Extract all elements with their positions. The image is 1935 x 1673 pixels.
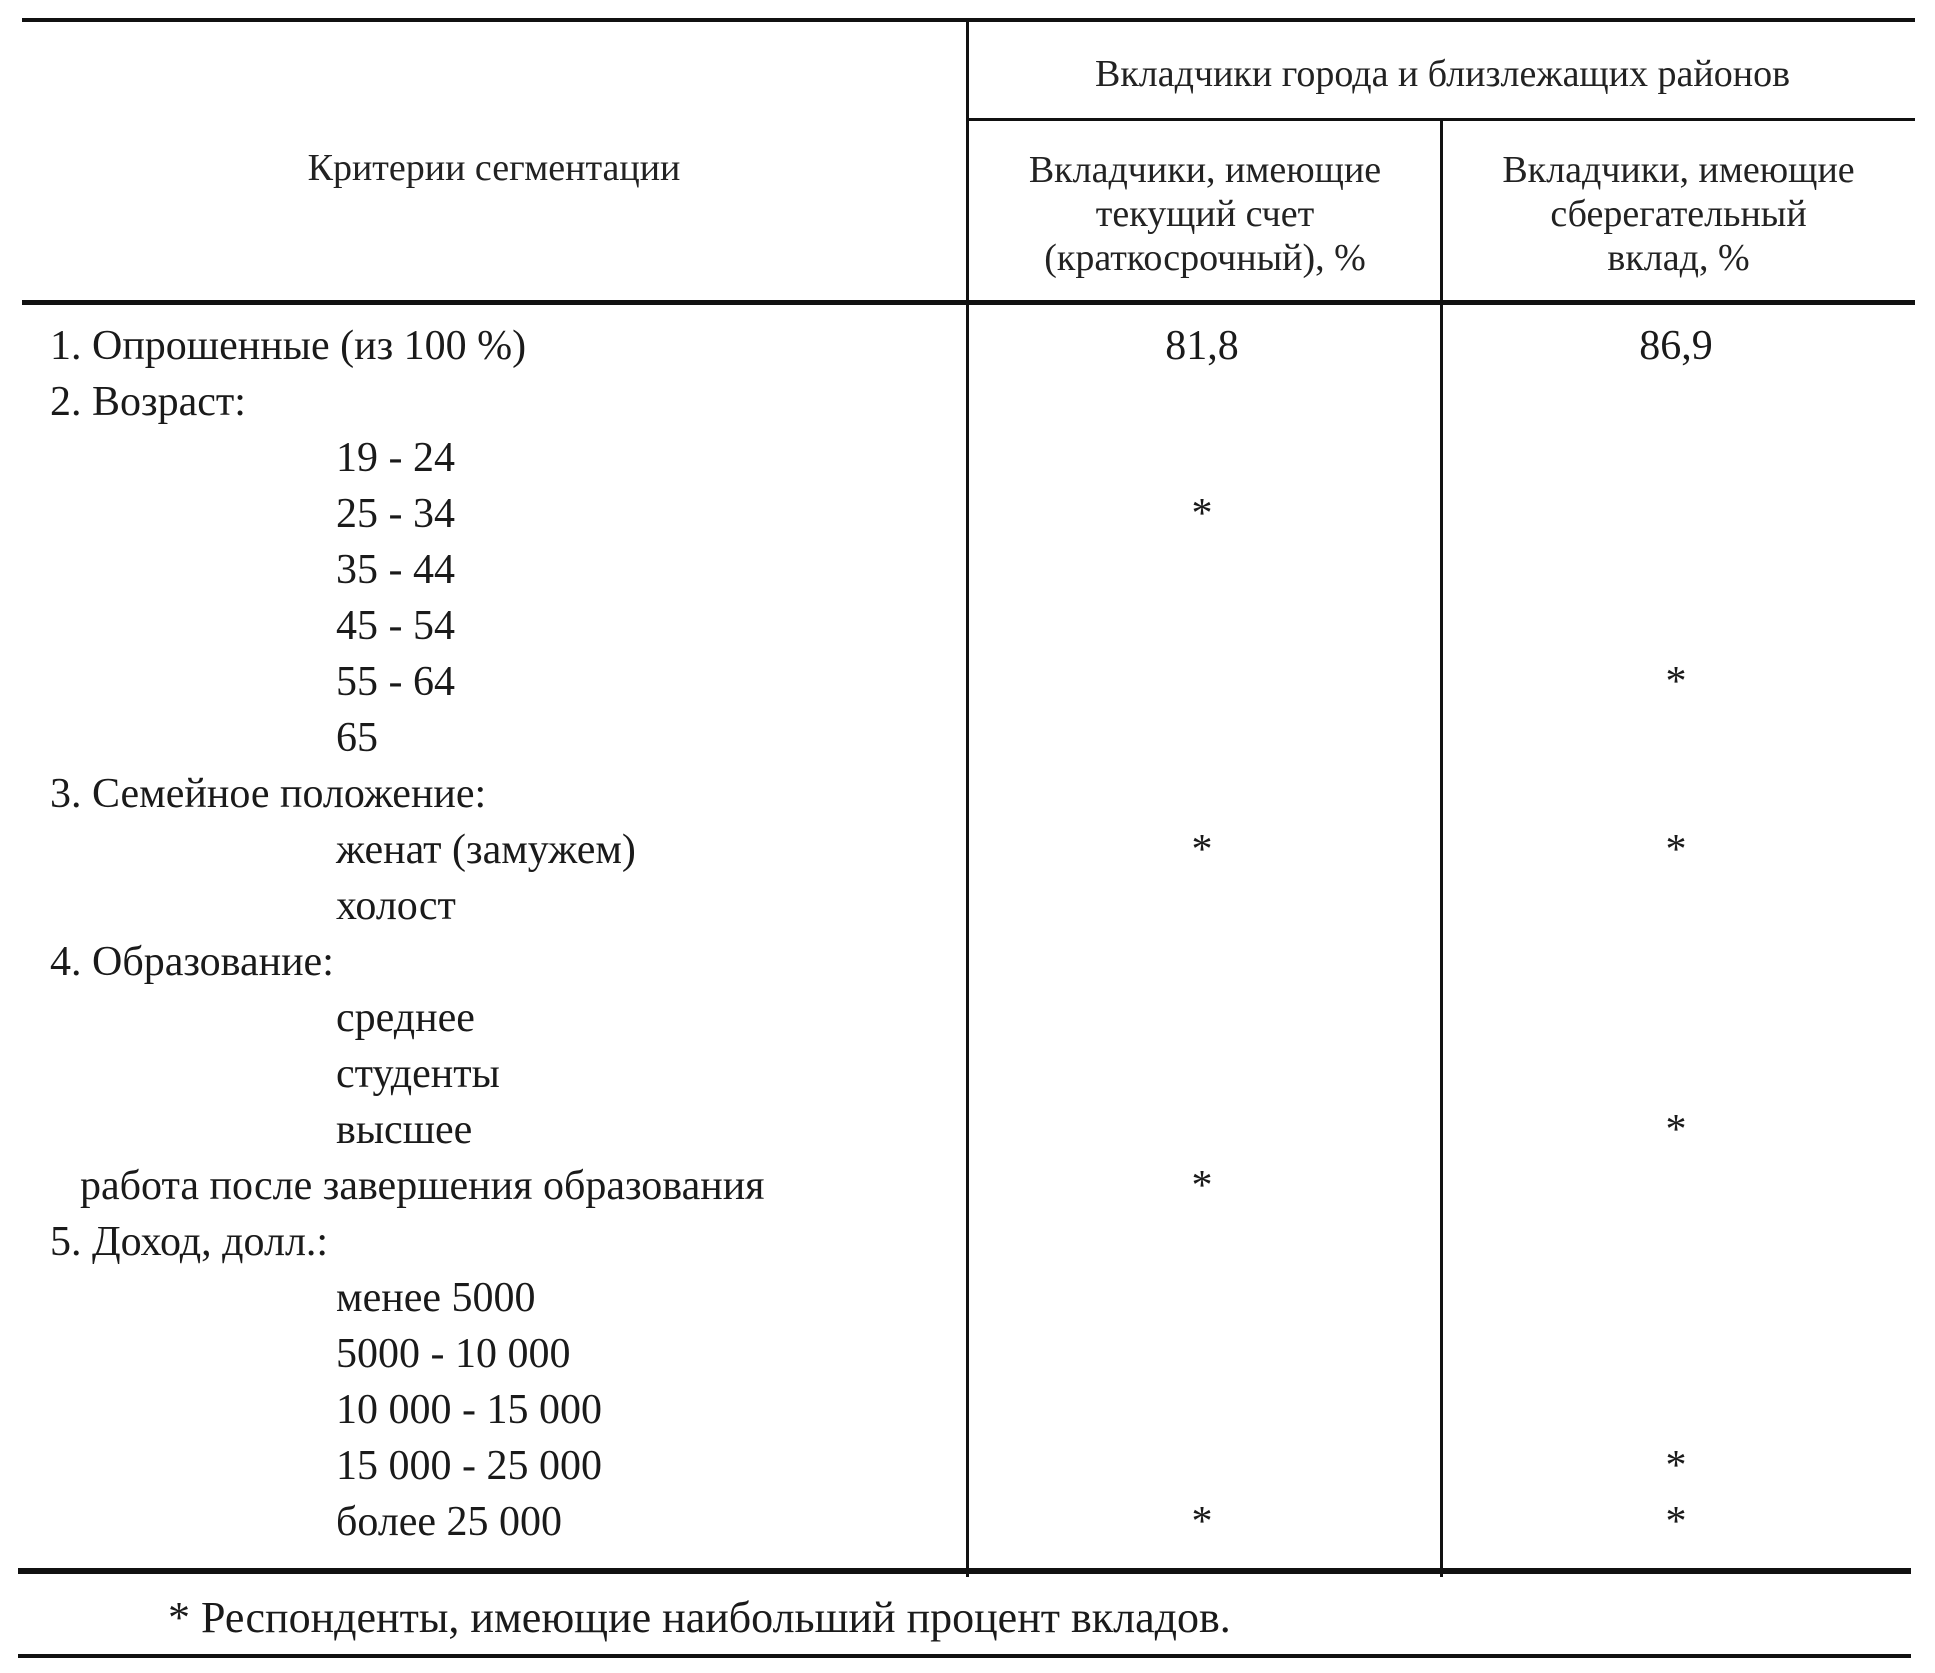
table-row: [0, 486, 1935, 542]
header-col1-line3: (краткосрочный), %: [1044, 237, 1366, 279]
table-row: [0, 1158, 1935, 1214]
row-label: 19 - 24: [336, 435, 455, 481]
row-label: 65: [336, 715, 378, 761]
table-row: [0, 1270, 1935, 1326]
row-label: 25 - 34: [336, 491, 455, 537]
header-col1-line2: текущий счет: [1095, 193, 1315, 235]
row-label: студенты: [336, 1051, 500, 1097]
row-label: 5000 - 10 000: [336, 1331, 571, 1377]
table-row: [0, 1382, 1935, 1438]
row-value-savings-deposit: *: [1665, 659, 1687, 705]
row-label: 5. Доход, долл.:: [50, 1219, 329, 1265]
table-row: [0, 542, 1935, 598]
table-row: [0, 934, 1935, 990]
footnote-bottom-rule: [18, 1654, 1911, 1658]
header-col1-line1: Вкладчики, имеющие: [1028, 149, 1382, 191]
header-criteria-label: Критерии сегментации: [307, 147, 681, 189]
table-row: [0, 1326, 1935, 1382]
row-value-current-account: *: [1191, 1163, 1213, 1209]
table-row: [0, 710, 1935, 766]
row-value-current-account: *: [1191, 1499, 1213, 1545]
header-group-label: Вкладчики города и близлежащих районов: [1094, 53, 1791, 95]
table-row: [0, 766, 1935, 822]
row-label: среднее: [336, 995, 475, 1041]
table-footnote: * Респонденты, имеющие наибольший процент вкладов.: [168, 1593, 1231, 1642]
row-label: 3. Семейное положение:: [50, 771, 487, 817]
table-row: [0, 1102, 1935, 1158]
row-value-current-account: *: [1191, 491, 1213, 537]
table-row: [0, 1494, 1935, 1550]
table-row: [0, 430, 1935, 486]
row-label: 2. Возраст:: [50, 379, 246, 425]
row-label: 55 - 64: [336, 659, 455, 705]
table-row: [0, 654, 1935, 710]
row-label: 35 - 44: [336, 547, 455, 593]
row-value-current-account: 81,8: [1165, 323, 1239, 369]
row-label: женат (замужем): [336, 827, 636, 873]
header-col2-line2: сберегательный: [1550, 193, 1807, 235]
table-row: [0, 822, 1935, 878]
header-col2-line3: вклад, %: [1607, 237, 1750, 279]
row-value-current-account: *: [1191, 827, 1213, 873]
row-label: 10 000 - 15 000: [336, 1387, 602, 1433]
table-row: [0, 598, 1935, 654]
table-bottom-rule: [18, 1568, 1911, 1574]
row-label: работа после завершения образования: [80, 1163, 765, 1209]
table-row: [0, 1438, 1935, 1494]
row-label: 4. Образование:: [50, 939, 334, 985]
table-row: [0, 318, 1935, 374]
table-row: [0, 878, 1935, 934]
table-row: [0, 990, 1935, 1046]
row-label: холост: [336, 883, 456, 929]
row-value-savings-deposit: *: [1665, 827, 1687, 873]
row-label: 15 000 - 25 000: [336, 1443, 602, 1489]
row-value-savings-deposit: 86,9: [1639, 323, 1713, 369]
row-value-savings-deposit: *: [1665, 1499, 1687, 1545]
table-row: [0, 374, 1935, 430]
row-value-savings-deposit: *: [1665, 1107, 1687, 1153]
table-row: [0, 1214, 1935, 1270]
row-label: 45 - 54: [336, 603, 455, 649]
row-value-savings-deposit: *: [1665, 1443, 1687, 1489]
table-row: [0, 1046, 1935, 1102]
row-label: менее 5000: [336, 1275, 536, 1321]
row-label: высшее: [336, 1107, 473, 1153]
row-label: более 25 000: [336, 1499, 563, 1545]
row-label: 1. Опрошенные (из 100 %): [50, 323, 527, 369]
header-col2-line1: Вкладчики, имеющие: [1502, 149, 1855, 191]
